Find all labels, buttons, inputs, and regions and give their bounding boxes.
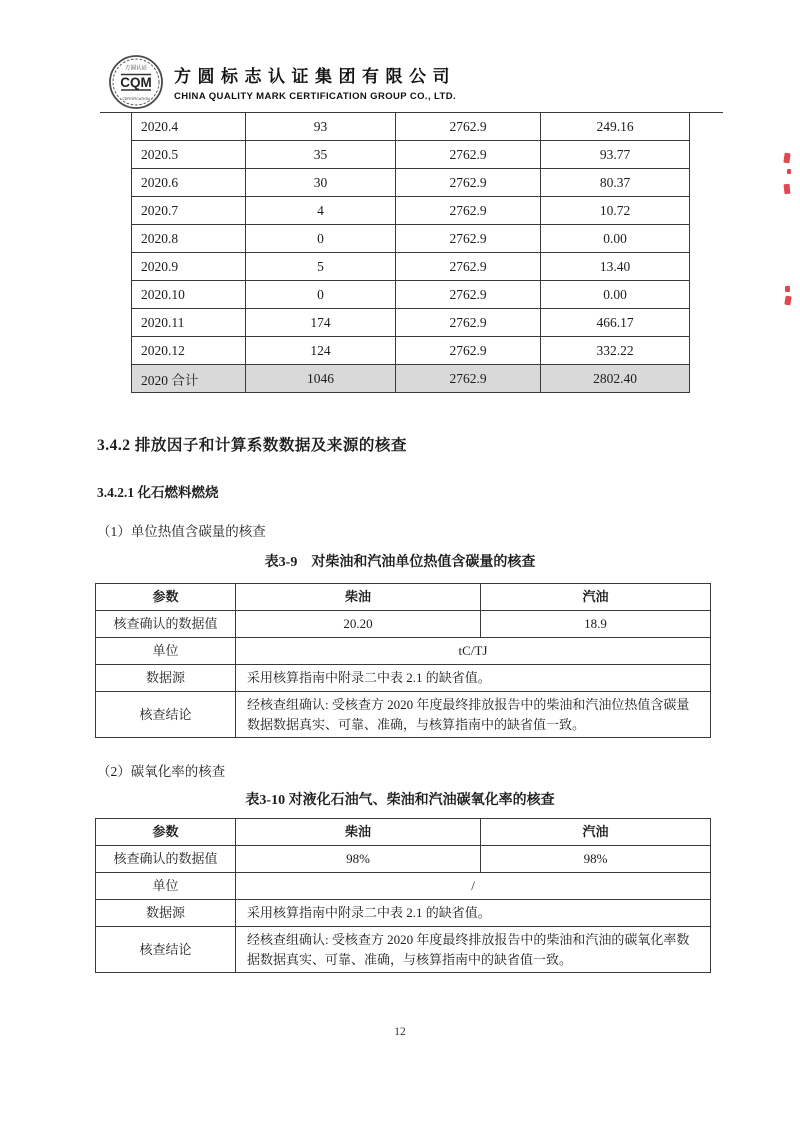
table-3-10 bbox=[95, 818, 711, 973]
factor-cell: 2762.9 bbox=[396, 337, 541, 365]
gasoline-header: 汽油 bbox=[481, 819, 711, 846]
table-row bbox=[132, 309, 690, 337]
verified-value-row bbox=[96, 846, 711, 873]
row-label: 数据源 bbox=[96, 900, 236, 927]
table-row bbox=[132, 225, 690, 253]
logo-text: CQM bbox=[120, 75, 152, 90]
period-cell: 2020.7 bbox=[132, 197, 246, 225]
period-cell: 2020.4 bbox=[132, 113, 246, 141]
emission-cell: 93.77 bbox=[541, 141, 690, 169]
period-cell: 2020.8 bbox=[132, 225, 246, 253]
data-source-row bbox=[96, 900, 711, 927]
gasoline-value: 18.9 bbox=[481, 611, 711, 638]
param-header: 参数 bbox=[96, 584, 236, 611]
red-stamp-mark bbox=[784, 296, 791, 306]
red-stamp-mark bbox=[783, 184, 790, 195]
diesel-header: 柴油 bbox=[236, 584, 481, 611]
table-row bbox=[132, 281, 690, 309]
source-value: 采用核算指南中附录二中表 2.1 的缺省值。 bbox=[236, 900, 711, 927]
conclusion-row bbox=[96, 692, 711, 738]
emission-cell: 10.72 bbox=[541, 197, 690, 225]
row-label: 核查确认的数据值 bbox=[96, 846, 236, 873]
logo-top-text: 方圆认证 bbox=[124, 65, 148, 72]
table-3-9 bbox=[95, 583, 711, 738]
emission-cell: 13.40 bbox=[541, 253, 690, 281]
table-row bbox=[132, 113, 690, 141]
gasoline-value: 98% bbox=[481, 846, 711, 873]
row-label: 单位 bbox=[96, 873, 236, 900]
verified-value-row bbox=[96, 611, 711, 638]
emission-cell: 0.00 bbox=[541, 281, 690, 309]
red-stamp-mark bbox=[783, 153, 790, 164]
diesel-value: 98% bbox=[236, 846, 481, 873]
factor-cell: 2762.9 bbox=[396, 141, 541, 169]
company-name-en: CHINA QUALITY MARK CERTIFICATION GROUP CO., LTD. bbox=[174, 91, 457, 102]
factor-cell: 2762.9 bbox=[396, 225, 541, 253]
amount-cell: 174 bbox=[246, 309, 396, 337]
factor-cell: 2762.9 bbox=[396, 309, 541, 337]
period-cell: 2020.9 bbox=[132, 253, 246, 281]
factor-cell: 2762.9 bbox=[396, 365, 541, 393]
section-heading-3421: 3.4.2.1 化石燃料燃烧 bbox=[97, 485, 219, 500]
amount-cell: 0 bbox=[246, 225, 396, 253]
unit-value: / bbox=[236, 873, 711, 900]
amount-cell: 30 bbox=[246, 169, 396, 197]
page-number: 12 bbox=[394, 1026, 406, 1038]
table-row bbox=[132, 197, 690, 225]
period-cell: 2020.11 bbox=[132, 309, 246, 337]
diesel-value: 20.20 bbox=[236, 611, 481, 638]
table-total-row bbox=[132, 365, 690, 393]
amount-cell: 1046 bbox=[246, 365, 396, 393]
emission-cell: 332.22 bbox=[541, 337, 690, 365]
table-header-row bbox=[96, 584, 711, 611]
table-row bbox=[132, 253, 690, 281]
factor-cell: 2762.9 bbox=[396, 169, 541, 197]
unit-row bbox=[96, 638, 711, 665]
logo-bottom-text: CERTIFICATION bbox=[122, 97, 150, 101]
red-stamp-mark bbox=[787, 169, 791, 174]
row-label: 核查确认的数据值 bbox=[96, 611, 236, 638]
section-heading-342: 3.4.2 排放因子和计算系数数据及来源的核查 bbox=[97, 437, 407, 454]
source-value: 采用核算指南中附录二中表 2.1 的缺省值。 bbox=[236, 665, 711, 692]
unit-value: tC/TJ bbox=[236, 638, 711, 665]
amount-cell: 124 bbox=[246, 337, 396, 365]
gasoline-header: 汽油 bbox=[481, 584, 711, 611]
factor-cell: 2762.9 bbox=[396, 197, 541, 225]
amount-cell: 0 bbox=[246, 281, 396, 309]
amount-cell: 5 bbox=[246, 253, 396, 281]
amount-cell: 35 bbox=[246, 141, 396, 169]
amount-cell: 4 bbox=[246, 197, 396, 225]
list-item-1: （1）单位热值含碳量的核查 bbox=[97, 524, 266, 539]
company-header bbox=[108, 54, 456, 110]
row-label: 单位 bbox=[96, 638, 236, 665]
diesel-header: 柴油 bbox=[236, 819, 481, 846]
table-row bbox=[132, 169, 690, 197]
row-label: 核查结论 bbox=[96, 927, 236, 973]
row-label: 数据源 bbox=[96, 665, 236, 692]
emission-cell: 249.16 bbox=[541, 113, 690, 141]
emission-cell: 466.17 bbox=[541, 309, 690, 337]
row-label: 核查结论 bbox=[96, 692, 236, 738]
table-row bbox=[132, 337, 690, 365]
unit-row bbox=[96, 873, 711, 900]
factor-cell: 2762.9 bbox=[396, 113, 541, 141]
period-cell: 2020.12 bbox=[132, 337, 246, 365]
table39-caption: 表3-9 对柴油和汽油单位热值含碳量的核查 bbox=[264, 555, 536, 570]
period-cell: 2020.10 bbox=[132, 281, 246, 309]
factor-cell: 2762.9 bbox=[396, 253, 541, 281]
amount-cell: 93 bbox=[246, 113, 396, 141]
table-row bbox=[132, 141, 690, 169]
period-cell: 2020 合计 bbox=[132, 365, 246, 393]
table-header-row bbox=[96, 819, 711, 846]
company-name-cn: 方圆标志认证集团有限公司 bbox=[174, 67, 456, 86]
cqm-seal-icon bbox=[108, 54, 164, 110]
conclusion-row bbox=[96, 927, 711, 973]
period-cell: 2020.5 bbox=[132, 141, 246, 169]
emission-cell: 0.00 bbox=[541, 225, 690, 253]
monthly-emission-table bbox=[131, 112, 690, 393]
emission-cell: 80.37 bbox=[541, 169, 690, 197]
conclusion-value: 经核查组确认: 受核查方 2020 年度最终排放报告中的柴油和汽油的碳氧化率数据数据真实、可靠、准确，与核算指南中的缺省值一致。 bbox=[236, 927, 711, 973]
param-header: 参数 bbox=[96, 819, 236, 846]
emission-cell: 2802.40 bbox=[541, 365, 690, 393]
red-stamp-mark bbox=[785, 286, 790, 292]
factor-cell: 2762.9 bbox=[396, 281, 541, 309]
list-item-2: （2）碳氧化率的核查 bbox=[97, 764, 226, 779]
data-source-row bbox=[96, 665, 711, 692]
period-cell: 2020.6 bbox=[132, 169, 246, 197]
table310-caption: 表3-10 对液化石油气、柴油和汽油碳氧化率的核查 bbox=[245, 793, 555, 808]
conclusion-value: 经核查组确认: 受核查方 2020 年度最终排放报告中的柴油和汽油位热值含碳量数据数据真实、可靠、准确，与核算指南中的缺省值一致。 bbox=[236, 692, 711, 738]
